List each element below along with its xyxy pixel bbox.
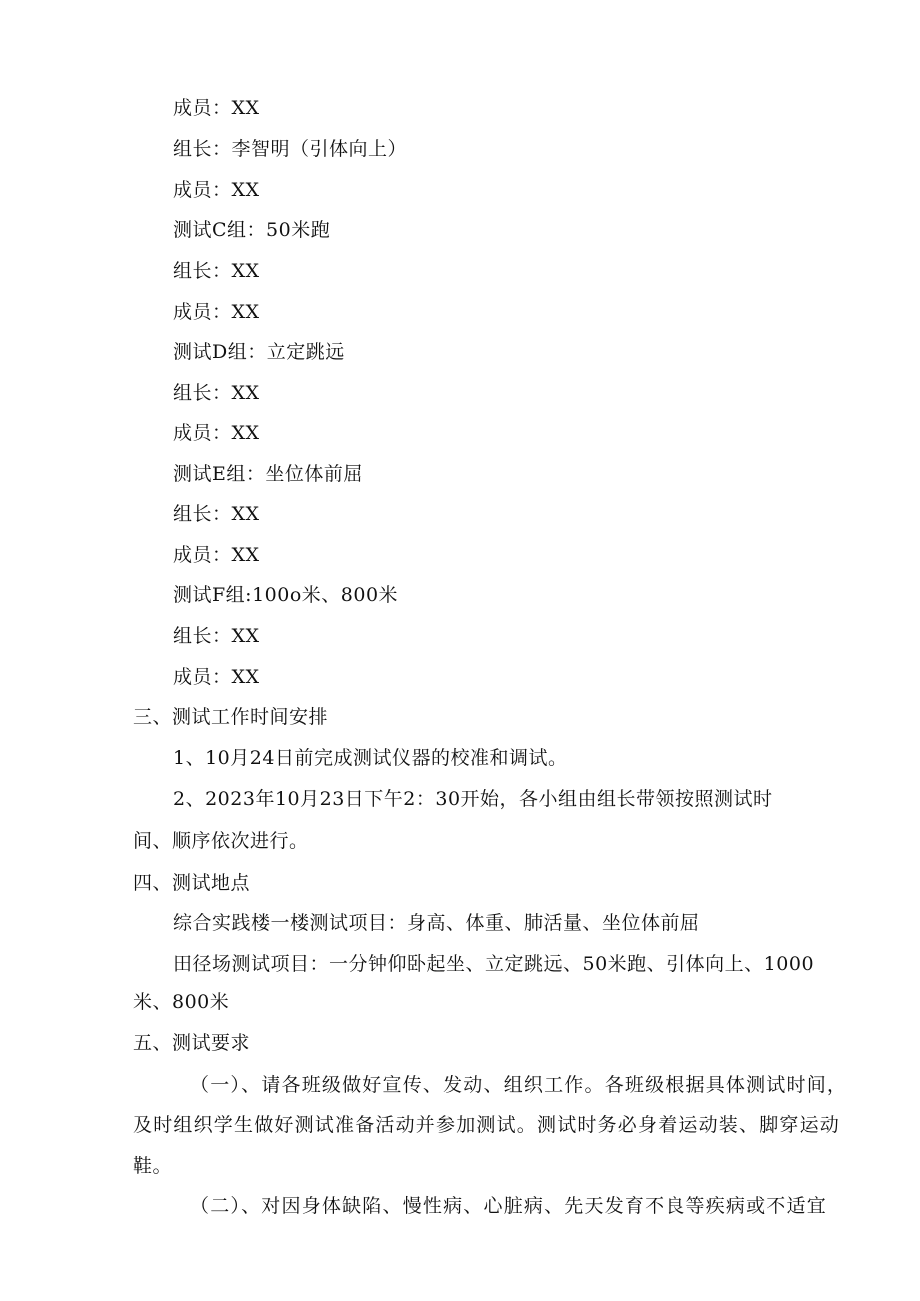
members-line: 成员：XX [173, 97, 260, 119]
section-3-item-2-line-2: 间、顺序依次进行。 [133, 830, 309, 852]
leader-line: 组长：XX [173, 382, 260, 404]
members-line: 成员：XX [173, 544, 260, 566]
members-line: 成员：XX [173, 179, 260, 201]
section-4-line-1: 综合实践楼一楼测试项目：身高、体重、肺活量、坐位体前屈 [173, 912, 700, 934]
group-c-title: 测试C组：50米跑 [173, 219, 331, 241]
leader-line: 组长：XX [173, 260, 260, 282]
section-5-heading: 五、测试要求 [133, 1032, 251, 1054]
requirement-2-line-1: （二）、对因身体缺陷、慢性病、心脏病、先天发育不良等疾病或不适宜 [190, 1195, 827, 1217]
leader-line: 组长：李智明（引体向上） [173, 138, 408, 160]
requirement-1-line-1: （一）、请各班级做好宣传、发动、组织工作。各班级根据具体测试时间， [190, 1074, 848, 1096]
section-3-item-2-line-1: 2、2023年10月23日下午2：30开始，各小组由组长带领按照测试时 [173, 788, 773, 810]
requirement-1-line-3: 鞋。 [133, 1155, 173, 1177]
section-4-line-2a: 田径场测试项目：一分钟仰卧起坐、立定跳远、50米跑、引体向上、1000 [173, 953, 815, 975]
members-line: 成员：XX [173, 666, 260, 688]
group-e-title: 测试E组：坐位体前屈 [173, 463, 363, 485]
requirement-1-line-2: 及时组织学生做好测试准备活动并参加测试。测试时务必身着运动装、脚穿运动 [133, 1114, 841, 1136]
leader-line: 组长：XX [173, 503, 260, 525]
group-f-title: 测试F组:100o米、800米 [173, 584, 399, 606]
section-4-line-2b: 米、800米 [133, 991, 230, 1013]
group-d-title: 测试D组：立定跳远 [173, 341, 345, 363]
members-line: 成员：XX [173, 422, 260, 444]
members-line: 成员：XX [173, 301, 260, 323]
section-3-item-1: 1、10月24日前完成测试仪器的校准和调试。 [173, 747, 568, 769]
section-3-heading: 三、测试工作时间安排 [133, 706, 329, 728]
section-4-heading: 四、测试地点 [133, 872, 251, 894]
leader-line: 组长：XX [173, 625, 260, 647]
